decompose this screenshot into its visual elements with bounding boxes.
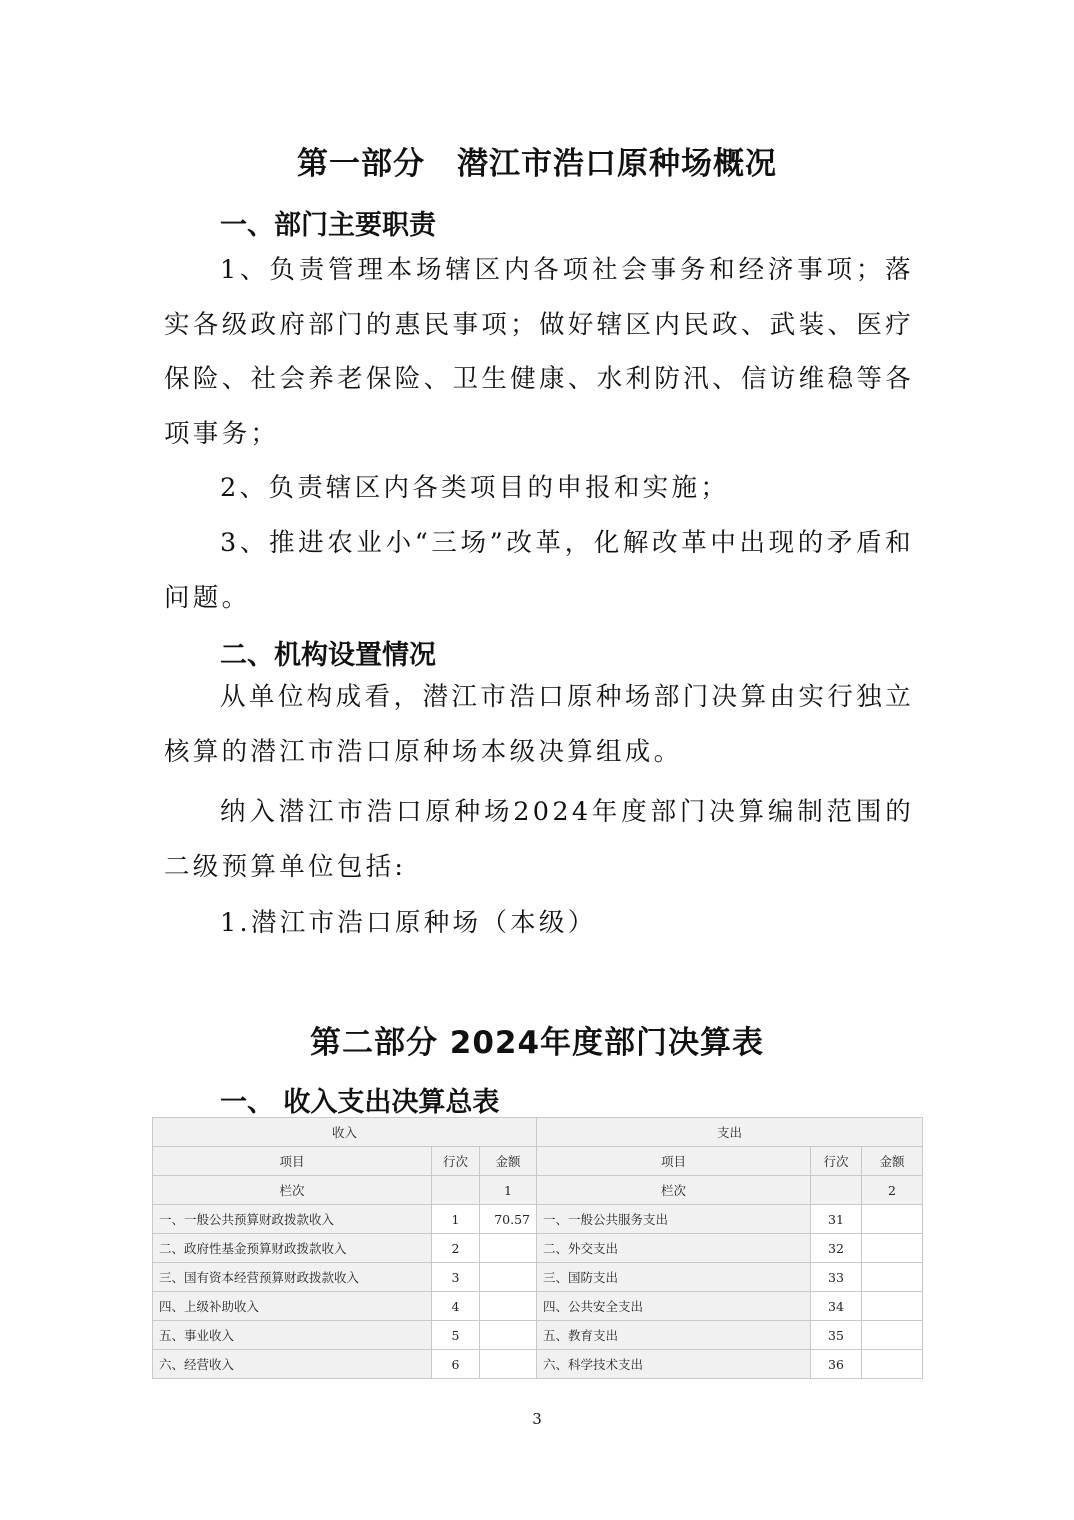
table-heading: 一、 收入支出决算总表 <box>220 1087 500 1118</box>
income-item: 四、上级补助收入 <box>153 1292 432 1321</box>
paragraph-org-1: 从单位构成看，潜江市浩口原种场部门决算由实行独立核算的潜江市浩口原种场本级决算组成。 <box>164 682 914 767</box>
income-row-no: 6 <box>432 1350 480 1379</box>
income-item: 六、经营收入 <box>153 1350 432 1379</box>
expense-item: 四、公共安全支出 <box>537 1292 811 1321</box>
expense-row-no: 33 <box>811 1263 862 1292</box>
income-row-no: 2 <box>432 1234 480 1263</box>
expense-amount <box>862 1263 923 1292</box>
paragraph-duty-1: 1、负责管理本场辖区内各项社会事务和经济事项；落实各级政府部门的惠民事项；做好辖区内民政、武装、医疗保险、社会养老保险、卫生健康、水利防汛、信访维稳等各项事务； <box>164 255 914 449</box>
expense-row-no: 32 <box>811 1234 862 1263</box>
paragraph-duty-3: 3、推进农业小“三场”改革，化解改革中出现的矛盾和问题。 <box>164 528 914 613</box>
col-item-expense: 项目 <box>537 1147 811 1176</box>
expense-row-no: 36 <box>811 1350 862 1379</box>
income-amount <box>480 1263 537 1292</box>
expense-amount <box>862 1205 923 1234</box>
expense-header: 支出 <box>537 1118 923 1147</box>
table-row <box>153 1205 923 1234</box>
income-row-no: 1 <box>432 1205 480 1234</box>
paragraph-duty-2: 2、负责辖区内各类项目的申报和实施； <box>220 473 730 503</box>
expense-item: 六、科学技术支出 <box>537 1350 811 1379</box>
income-item: 一、一般公共预算财政拨款收入 <box>153 1205 432 1234</box>
col-item-income: 项目 <box>153 1147 432 1176</box>
income-amount <box>480 1350 537 1379</box>
lanci-expense-no: 2 <box>862 1176 923 1205</box>
paragraph-org-3: 1.潜江市浩口原种场（本级） <box>220 908 597 938</box>
income-amount <box>480 1321 537 1350</box>
lanci-income-blank <box>432 1176 480 1205</box>
income-item: 五、事业收入 <box>153 1321 432 1350</box>
income-amount <box>480 1234 537 1263</box>
lanci-income-no: 1 <box>480 1176 537 1205</box>
income-row-no: 4 <box>432 1292 480 1321</box>
expense-row-no: 34 <box>811 1292 862 1321</box>
lanci-income-label: 栏次 <box>153 1176 432 1205</box>
expense-item: 二、外交支出 <box>537 1234 811 1263</box>
income-item: 二、政府性基金预算财政拨款收入 <box>153 1234 432 1263</box>
table-row <box>153 1234 923 1263</box>
table-row <box>153 1263 923 1292</box>
expense-row-no: 31 <box>811 1205 862 1234</box>
income-item: 三、国有资本经营预算财政拨款收入 <box>153 1263 432 1292</box>
income-amount <box>480 1292 537 1321</box>
income-header: 收入 <box>153 1118 537 1147</box>
table-row <box>153 1321 923 1350</box>
lanci-expense-label: 栏次 <box>537 1176 811 1205</box>
table-column-row <box>153 1147 923 1176</box>
expense-row-no: 35 <box>811 1321 862 1350</box>
table-row <box>153 1350 923 1379</box>
income-row-no: 5 <box>432 1321 480 1350</box>
expense-amount <box>862 1292 923 1321</box>
income-amount: 70.57 <box>480 1205 537 1234</box>
col-amount-expense: 金额 <box>862 1147 923 1176</box>
col-row-income: 行次 <box>432 1147 480 1176</box>
expense-item: 五、教育支出 <box>537 1321 811 1350</box>
part2-title: 第二部分 2024年度部门决算表 <box>309 1025 765 1061</box>
table-header-row <box>153 1118 923 1147</box>
col-row-expense: 行次 <box>811 1147 862 1176</box>
expense-amount <box>862 1234 923 1263</box>
expense-amount <box>862 1321 923 1350</box>
expense-amount <box>862 1350 923 1379</box>
page-number: 3 <box>532 1410 542 1428</box>
table-row <box>153 1292 923 1321</box>
part1-title: 第一部分 潜江市浩口原种场概况 <box>297 146 777 182</box>
section-heading-organization: 二、机构设置情况 <box>220 640 436 671</box>
col-amount-income: 金额 <box>480 1147 537 1176</box>
paragraph-org-2: 纳入潜江市浩口原种场2024年度部门决算编制范围的二级预算单位包括: <box>164 797 914 882</box>
section-heading-duties: 一、部门主要职责 <box>220 210 436 241</box>
income-row-no: 3 <box>432 1263 480 1292</box>
table-lanci-row <box>153 1176 923 1205</box>
expense-item: 一、一般公共服务支出 <box>537 1205 811 1234</box>
income-expense-table <box>152 1117 923 1379</box>
lanci-expense-blank <box>811 1176 862 1205</box>
expense-item: 三、国防支出 <box>537 1263 811 1292</box>
